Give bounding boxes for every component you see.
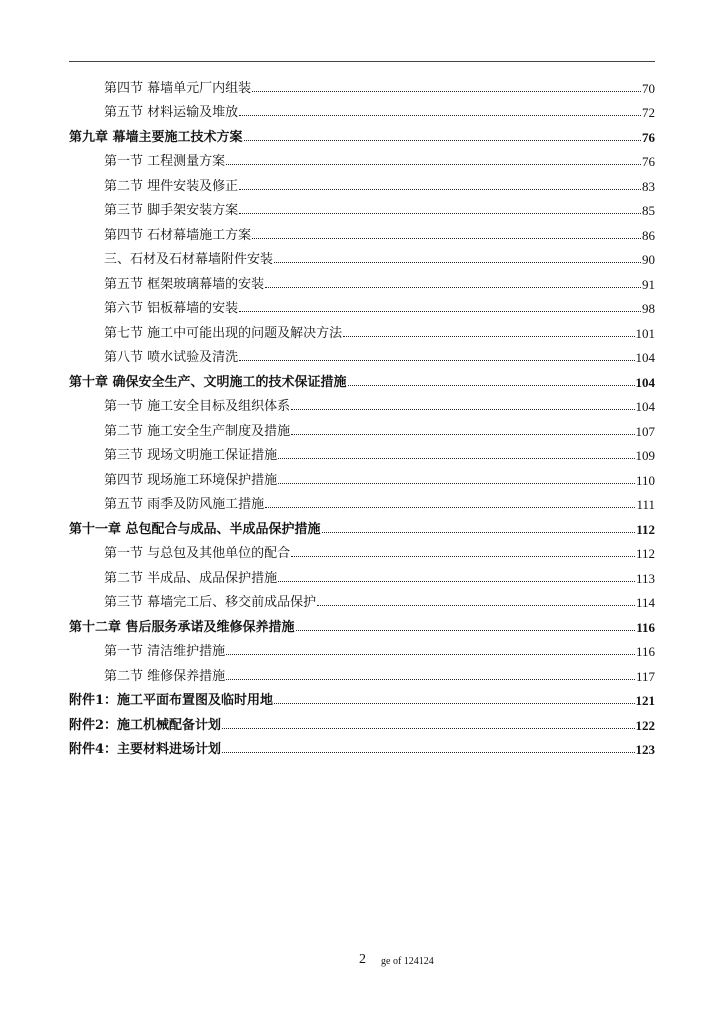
toc-leader-dots xyxy=(274,262,641,263)
toc-entry-label: 第六节 铝板幕墙的安装 xyxy=(104,301,239,316)
toc-leader-dots xyxy=(265,287,641,288)
toc-section-entry[interactable] xyxy=(69,536,655,561)
toc-leader-dots xyxy=(343,336,634,337)
toc-entry-label: 第三节 现场文明施工保证措施 xyxy=(104,448,278,463)
toc-section-entry[interactable] xyxy=(69,560,655,585)
toc-entry-label: 第五节 雨季及防风施工措施 xyxy=(104,497,265,512)
toc-leader-dots xyxy=(222,752,634,753)
toc-entry-page: 114 xyxy=(635,595,655,610)
toc-section-entry[interactable] xyxy=(69,70,655,95)
toc-entry-page: 121 xyxy=(635,693,655,708)
toc-section-entry[interactable] xyxy=(69,242,655,267)
page-of-total: ge of 124124 xyxy=(381,956,434,967)
toc-leader-dots xyxy=(322,532,636,533)
toc-entry-page: 123 xyxy=(635,742,655,757)
toc-section-entry[interactable] xyxy=(69,585,655,610)
toc-chapter-entry[interactable] xyxy=(69,707,655,732)
toc-entry-label: 第十二章 售后服务承诺及维修保养措施 xyxy=(69,619,295,635)
toc-section-entry[interactable] xyxy=(69,193,655,218)
toc-entry-label: 第一节 与总包及其他单位的配合 xyxy=(104,546,291,561)
toc-entry-label: 第五节 材料运输及堆放 xyxy=(104,105,239,120)
toc-section-entry[interactable] xyxy=(69,340,655,365)
toc-section-entry[interactable] xyxy=(69,217,655,242)
toc-entry-page: 116 xyxy=(636,619,655,635)
toc-entry-label: 第三节 脚手架安装方案 xyxy=(104,203,239,218)
toc-entry-page: 110 xyxy=(635,472,655,488)
toc-leader-dots xyxy=(239,311,641,312)
toc-entry-label: 第四节 石材幕墙施工方案 xyxy=(104,227,252,243)
toc-leader-dots xyxy=(239,360,634,361)
toc-entry-page: 76 xyxy=(642,129,655,145)
toc-entry-page: 111 xyxy=(636,497,655,512)
toc-entry-label: 第二节 半成品、成品保护措施 xyxy=(104,570,278,586)
toc-leader-dots xyxy=(252,91,641,92)
toc-entry-label: 第九章 幕墙主要施工技术方案 xyxy=(69,129,243,145)
toc-section-entry[interactable] xyxy=(69,266,655,291)
toc-leader-dots xyxy=(226,654,635,655)
toc-leader-dots xyxy=(252,238,641,239)
toc-entry-page: 70 xyxy=(642,80,655,96)
toc-entry-page: 72 xyxy=(642,105,655,120)
toc-section-entry[interactable] xyxy=(69,315,655,340)
toc-entry-label: 第十章 确保安全生产、文明施工的技术保证措施 xyxy=(69,374,347,390)
toc-entry-label: 第七节 施工中可能出现的问题及解决方法 xyxy=(104,325,343,341)
toc-entry-label: 第四节 幕墙单元厂内组装 xyxy=(104,80,252,96)
toc-entry-page: 98 xyxy=(642,301,655,316)
toc-chapter-entry[interactable] xyxy=(69,609,655,634)
toc-leader-dots xyxy=(296,630,636,631)
toc-chapter-entry[interactable] xyxy=(69,732,655,757)
toc-entry-page: 91 xyxy=(642,276,655,292)
toc-leader-dots xyxy=(291,409,634,410)
toc-entry-label: 第五节 框架玻璃幕墙的安装 xyxy=(104,276,265,292)
toc-entry-label: 附件2：施工机械配备计划 xyxy=(69,717,222,733)
toc-entry-page: 112 xyxy=(635,546,655,561)
toc-entry-label: 第一节 工程测量方案 xyxy=(104,154,226,169)
toc-entry-page: 104 xyxy=(635,350,655,365)
toc-entry-page: 112 xyxy=(636,521,655,537)
toc-chapter-entry[interactable] xyxy=(69,364,655,389)
toc-leader-dots xyxy=(244,140,641,141)
toc-leader-dots xyxy=(239,189,641,190)
toc-chapter-entry[interactable] xyxy=(69,119,655,144)
toc-entry-label: 第四节 现场施工环境保护措施 xyxy=(104,472,278,488)
toc-leader-dots xyxy=(222,728,634,729)
toc-entry-page: 85 xyxy=(642,203,655,218)
toc-section-entry[interactable] xyxy=(69,462,655,487)
toc-section-entry[interactable] xyxy=(69,658,655,683)
toc-section-entry[interactable] xyxy=(69,389,655,414)
page-number: 2 xyxy=(359,952,366,967)
toc-section-entry[interactable] xyxy=(69,438,655,463)
toc-leader-dots xyxy=(239,213,641,214)
toc-entry-label: 三、石材及石材幕墙附件安装 xyxy=(104,252,274,267)
toc-entry-page: 122 xyxy=(635,717,655,733)
toc-entry-page: 104 xyxy=(635,399,655,414)
table-of-contents xyxy=(69,70,655,756)
toc-entry-label: 第一节 施工安全目标及组织体系 xyxy=(104,399,291,414)
toc-entry-page: 109 xyxy=(635,448,655,463)
toc-leader-dots xyxy=(226,164,641,165)
toc-entry-label: 第十一章 总包配合与成品、半成品保护措施 xyxy=(69,521,321,537)
toc-entry-label: 第二节 埋件安装及修正 xyxy=(104,178,239,194)
toc-leader-dots xyxy=(317,605,635,606)
toc-leader-dots xyxy=(226,679,635,680)
toc-chapter-entry[interactable] xyxy=(69,511,655,536)
toc-leader-dots xyxy=(278,581,635,582)
toc-entry-label: 附件4：主要材料进场计划 xyxy=(69,742,222,757)
toc-section-entry[interactable] xyxy=(69,95,655,120)
toc-leader-dots xyxy=(278,458,634,459)
toc-entry-page: 104 xyxy=(635,374,655,390)
toc-entry-label: 第二节 施工安全生产制度及措施 xyxy=(104,423,291,439)
toc-section-entry[interactable] xyxy=(69,291,655,316)
toc-leader-dots xyxy=(291,556,635,557)
toc-section-entry[interactable] xyxy=(69,634,655,659)
toc-leader-dots xyxy=(348,385,635,386)
toc-entry-page: 101 xyxy=(635,325,655,341)
toc-entry-page: 83 xyxy=(642,178,655,194)
toc-section-entry[interactable] xyxy=(69,168,655,193)
toc-leader-dots xyxy=(291,434,634,435)
toc-chapter-entry[interactable] xyxy=(69,683,655,708)
toc-entry-page: 117 xyxy=(635,668,655,684)
toc-entry-label: 附件1：施工平面布置图及临时用地 xyxy=(69,693,274,708)
toc-entry-page: 116 xyxy=(635,644,655,659)
toc-leader-dots xyxy=(274,703,634,704)
toc-leader-dots xyxy=(278,483,635,484)
toc-entry-label: 第三节 幕墙完工后、移交前成品保护 xyxy=(104,595,317,610)
toc-entry-page: 107 xyxy=(635,423,655,439)
toc-leader-dots xyxy=(265,507,635,508)
toc-section-entry[interactable] xyxy=(69,413,655,438)
toc-entry-label: 第八节 喷水试验及清洗 xyxy=(104,350,239,365)
toc-entry-label: 第二节 维修保养措施 xyxy=(104,668,226,684)
toc-section-entry[interactable] xyxy=(69,144,655,169)
toc-entry-page: 113 xyxy=(635,570,655,586)
toc-leader-dots xyxy=(239,115,641,116)
toc-entry-label: 第一节 清洁维护措施 xyxy=(104,644,226,659)
header-rule xyxy=(69,61,655,62)
toc-entry-page: 76 xyxy=(642,154,655,169)
toc-section-entry[interactable] xyxy=(69,487,655,512)
toc-entry-page: 86 xyxy=(642,227,655,243)
toc-entry-page: 90 xyxy=(642,252,655,267)
